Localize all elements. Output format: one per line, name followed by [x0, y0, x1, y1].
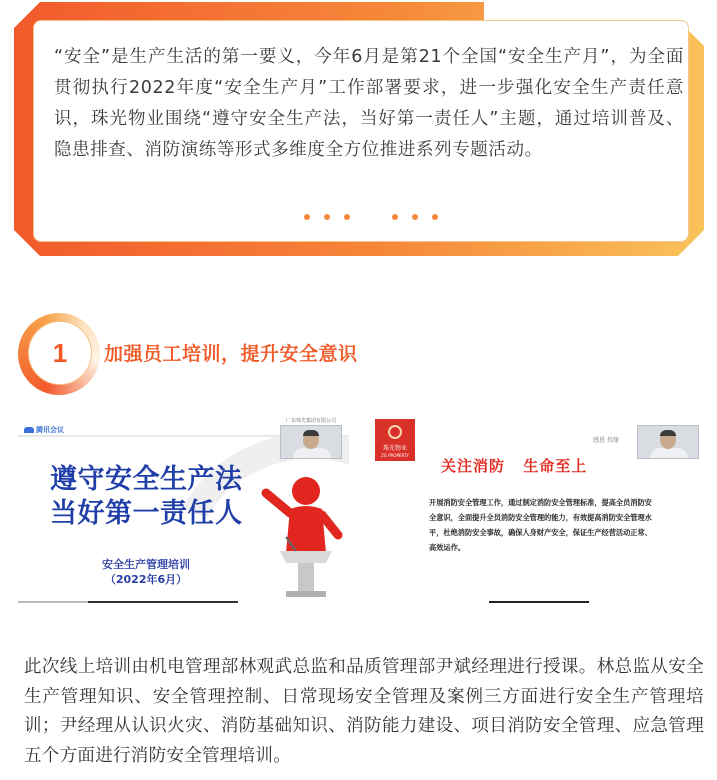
dot-icon: [412, 214, 418, 220]
company-logo-english: ZG PROPERTY: [381, 453, 409, 458]
presenter-camera-thumbnail: [637, 425, 699, 459]
closing-paragraph: 此次线上培训由机电管理部林观武总监和品质管理部尹斌经理进行授课。林总监从安全生产管理知识、安全管理控制、日常现场安全管理及案例三方面进行安全生产管理培训；尹经理从认识火灾、消防基础知识、消防能力建设、项目消防安全管理、应急管理五个方面进行消防安全管理培训。: [24, 657, 704, 766]
section-heading: [18, 313, 518, 395]
presenter-hair: [303, 430, 319, 436]
slide-2-body: 开展消防安全管理工作，通过制定消防安全管理标准，提高全员消防安全意识，全面提升全员消防安全管理的能力，有效提高消防安全管理水平，杜绝消防安全事故，确保人身财产安全，保证生产经营活动正常、高效运作。: [429, 498, 652, 552]
slide-progress-bar: [88, 601, 238, 603]
slide-progress-bar: [489, 601, 589, 603]
presenter-hair: [660, 430, 676, 436]
camera-label: 广东珠光集团有限公司: [286, 418, 337, 424]
slide-header-text: 感恩 投缘: [593, 437, 619, 444]
company-logo-name: 珠光物业: [382, 445, 407, 452]
dot-icon: [304, 214, 310, 220]
meeting-app-logo: [24, 425, 64, 435]
dot-icon: [392, 214, 398, 220]
company-logo-icon: [388, 425, 402, 439]
meeting-logo-icon: [24, 427, 34, 433]
slide-progress-track: [18, 601, 88, 603]
section-number-badge: [28, 321, 92, 385]
section-title: 加强员工培训，提升安全意识: [104, 343, 358, 365]
slide-2-title: 关注消防 生命至上: [441, 457, 588, 475]
company-logo: [375, 419, 415, 461]
slide-1-title-line-2: 当好第一责任人: [50, 498, 243, 529]
slide-1-subtitle-line-2: （2022年6月）: [104, 573, 188, 586]
section-number: 1: [52, 337, 68, 368]
intro-text: “安全”是生产生活的第一要义，今年6月是第21个全国“安全生产月”，为全面贯彻执行2022年度“安全生产月”工作部署要求，进一步强化安全生产责任意识，珠光物业围绕“遵守安全生产法，当好第一责任人”主题，通过培训普及、隐患排查、消防演练等形式多维度全方位推进系列专题活动。: [54, 47, 684, 160]
slide-1-subtitle-line-1: 安全生产管理培训: [102, 558, 190, 571]
decorative-dots: [304, 214, 452, 220]
slide-1-title: [50, 463, 243, 531]
presenter-body: [650, 448, 688, 459]
dot-icon: [324, 214, 330, 220]
training-slide-2-image: [375, 411, 706, 607]
presenter-body: [293, 448, 331, 459]
slide-1-subtitle: [102, 557, 190, 587]
training-slide-1-image: [18, 411, 349, 607]
intro-card: [14, 2, 704, 256]
slide-1-title-line-1: 遵守安全生产法: [50, 464, 243, 495]
slide-separator: [349, 411, 375, 607]
dot-icon: [432, 214, 438, 220]
speaker-at-podium-icon: [246, 473, 346, 603]
meeting-logo-text: 腾讯会议: [36, 426, 64, 434]
presenter-camera-thumbnail: [280, 425, 342, 459]
dot-icon: [344, 214, 350, 220]
